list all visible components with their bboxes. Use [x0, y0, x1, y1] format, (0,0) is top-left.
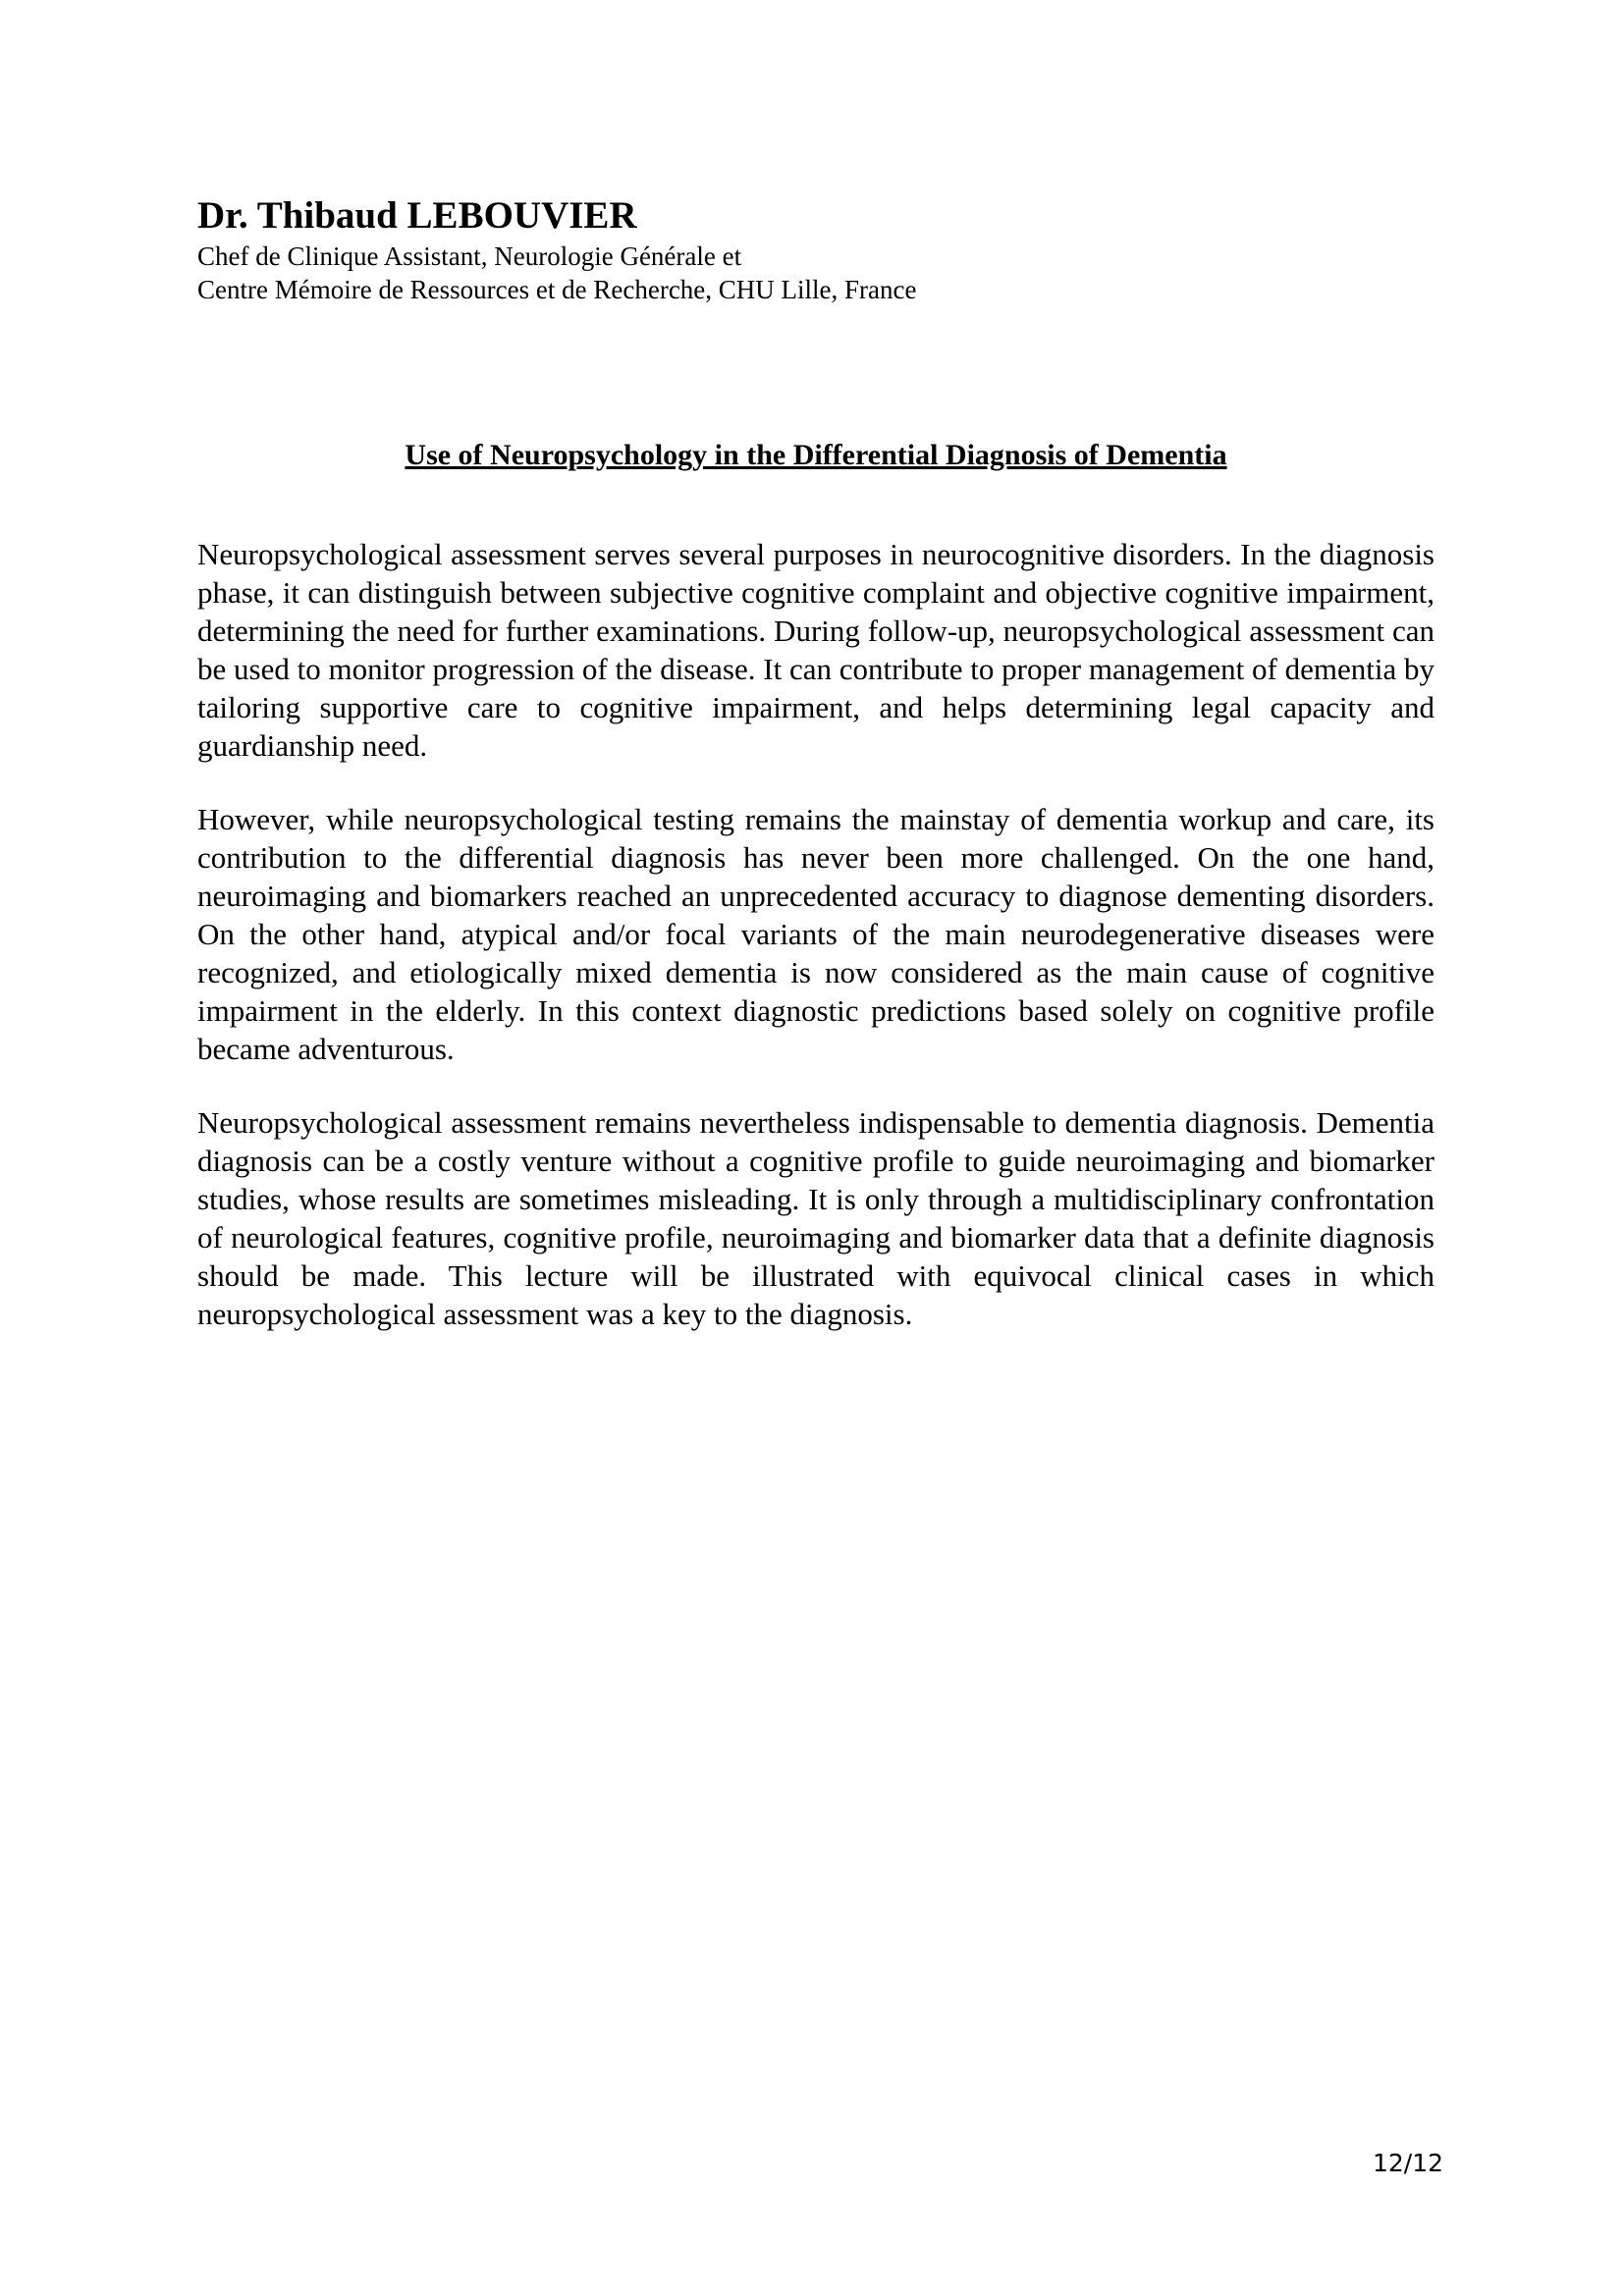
paragraph-3: Neuropsychological assessment remains nevertheless indispensable to dementia diagnosis. Dementia diagnosis can be a costly venture without a cognitive profile to guide neuroimaging and biomarker studies, whose results are sometimes misleading. It is only through a multidisciplinary confrontation of neurological features, cognitive profile, neuroimaging and biomarker data that a definite diagnosis should be made. This lecture will be illustrated with equivocal clinical cases in which neuropsychological assessment was a key to the diagnosis. [197, 1105, 1435, 1331]
affiliation-line-1: Chef de Clinique Assistant, Neurologie Générale et [197, 241, 742, 271]
author-name: Dr. Thibaud LEBOUVIER [197, 194, 637, 237]
author-block [197, 192, 1435, 306]
paragraph-1: Neuropsychological assessment serves several purposes in neurocognitive disorders. In the diagnosis phase, it can distinguish between subjective cognitive complaint and objective cognitive impairment, determining the need for further examinations. During follow-up, neuropsychological assessment can be used to monitor progression of the disease. It can contribute to proper management of dementia by tailoring supportive care to cognitive impairment, and helps determining legal capacity and guardianship need. [197, 537, 1435, 763]
abstract-title: Use of Neuropsychology in the Differential Diagnosis of Dementia [405, 439, 1227, 471]
page-number: 12/12 [1372, 2149, 1443, 2177]
paragraph-2: However, while neuropsychological testing remains the mainstay of dementia workup and care, its contribution to the differential diagnosis has never been more challenged. On the one hand, neuroimaging and biomarkers reached an unprecedented accuracy to diagnose dementing disorders. On the other hand, atypical and/or focal variants of the main neurodegenerative diseases were recognized, and etiologically mixed dementia is now considered as the main cause of cognitive impairment in the elderly. In this context diagnostic predictions based solely on cognitive profile became adventurous. [197, 802, 1435, 1066]
affiliation-line-2: Centre Mémoire de Ressources et de Recherche, CHU Lille, France [197, 275, 917, 304]
